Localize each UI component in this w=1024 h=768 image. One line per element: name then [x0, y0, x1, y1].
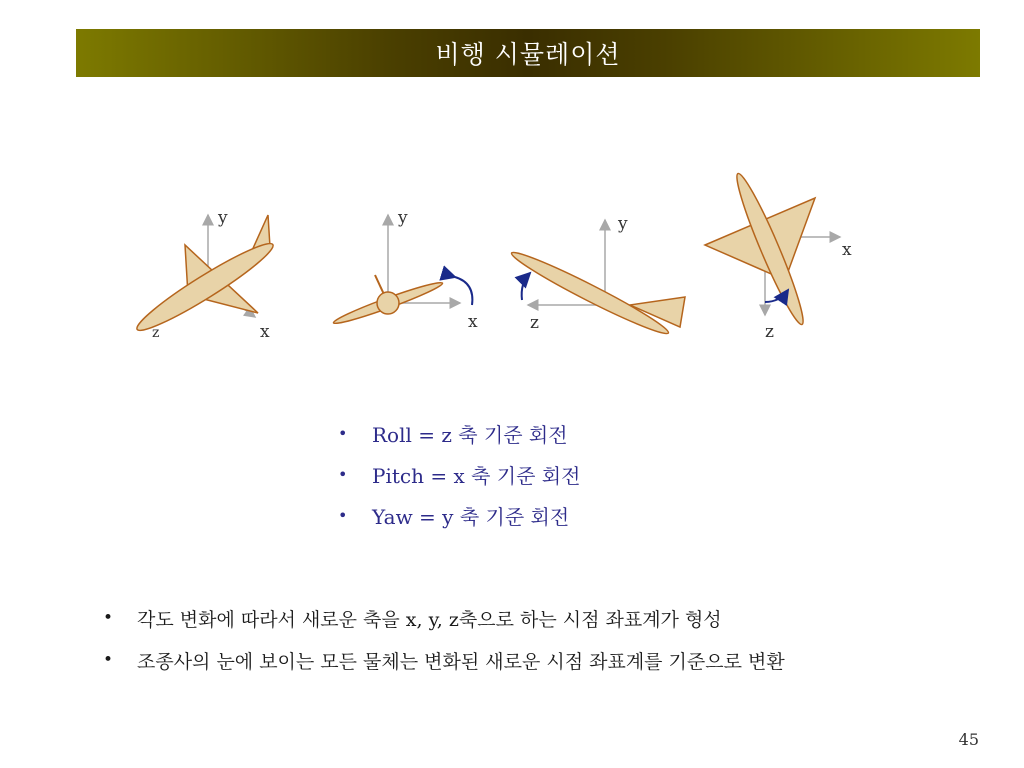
bullet-icon: •	[338, 506, 348, 525]
plane-top-view	[705, 170, 852, 342]
roll-definition: Roll = z 축 기준 회전	[372, 423, 568, 447]
axis-label-y: y	[218, 208, 228, 228]
list-item	[103, 597, 785, 639]
axis-label-x: x	[468, 312, 478, 332]
list-item	[338, 495, 580, 536]
bullet-icon: •	[338, 424, 348, 443]
list-item	[338, 454, 580, 495]
plane-yaw	[508, 214, 685, 340]
axis-label-x: x	[842, 240, 852, 260]
airplane-diagram	[120, 165, 880, 350]
yaw-definition: Yaw = y 축 기준 회전	[372, 505, 570, 529]
bullet-icon: •	[338, 465, 348, 484]
list-item	[338, 413, 580, 454]
rotation-arrow-icon	[455, 277, 472, 305]
axis-label-y: y	[618, 214, 628, 234]
axis-label-z: z	[152, 325, 160, 341]
list-item	[103, 639, 785, 681]
pitch-definition: Pitch = x 축 기준 회전	[372, 464, 581, 488]
title-bar	[76, 29, 980, 77]
axis-label-z: z	[765, 322, 774, 342]
rotation-arrow-icon	[522, 273, 530, 300]
axis-label-z: z	[530, 313, 539, 333]
bullet-icon: •	[103, 608, 114, 628]
plane-roll	[131, 208, 278, 342]
slide-title: 비행 시뮬레이션	[435, 40, 621, 69]
bullet-icon: •	[103, 650, 114, 670]
page-number: 45	[958, 730, 979, 749]
fuselage-shape	[377, 292, 399, 314]
axis-label-x: x	[260, 322, 270, 342]
main-bullet-list	[103, 597, 785, 681]
fuselage-shape	[131, 235, 278, 338]
bullet-text: 각도 변화에 따라서 새로운 축을 x, y, z축으로 하는 시점 좌표계가 형성	[137, 608, 722, 631]
bullet-text: 조종사의 눈에 보이는 모든 물체는 변화된 새로운 시점 좌표계를 기준으로 변환	[137, 650, 785, 673]
airplane-rotation-figure	[120, 165, 880, 350]
plane-pitch	[332, 208, 478, 332]
axis-label-y: y	[398, 208, 408, 228]
rotation-definitions-list	[338, 413, 580, 536]
